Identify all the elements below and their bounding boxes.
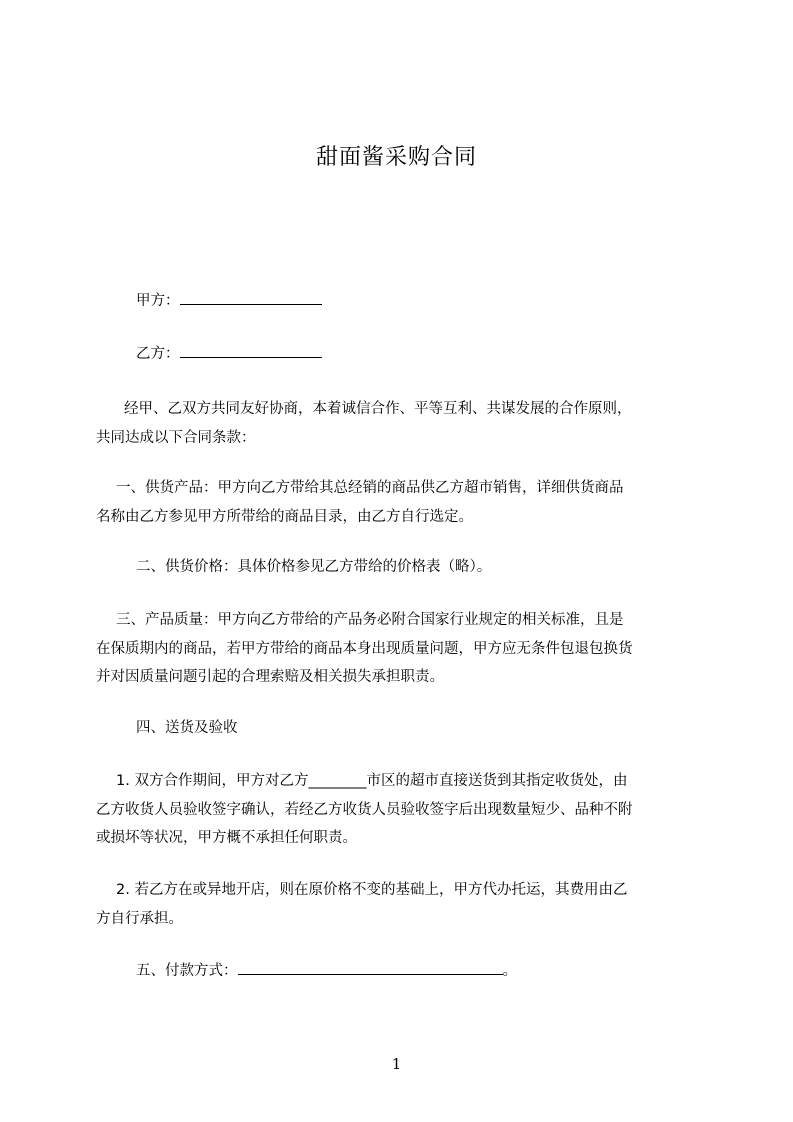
- clause-1-line-2: 名称由乙方参见甲方所带给的商品目录，由乙方自行选定。: [96, 508, 473, 525]
- clause-4-item-1-paragraph: [96, 767, 706, 853]
- party-b-blank: [180, 343, 322, 358]
- clause-4-item-1-line-3: 或损坏等状况，甲方概不承担任何职责。: [96, 830, 357, 846]
- clause-4-item-2-paragraph: [96, 876, 706, 933]
- intro-line-1: 经甲、乙双方共同友好协商，本着诚信合作、平等互利、共谋发展的合作原则，: [124, 401, 632, 417]
- clause-2: 二、供货价格：具体价格参见乙方带给的价格表（略）。: [136, 559, 492, 575]
- payment-method-blank: [238, 960, 503, 975]
- clause-5-line: [136, 960, 517, 981]
- document-title: 甜面酱采购合同: [315, 145, 477, 170]
- party-a-blank: [180, 290, 322, 305]
- clause-4-item-2-line-2: 方自行承担。: [96, 910, 183, 927]
- clause-3-line-2: 在保质期内的商品，若甲方带给的商品本身出现质量问题，甲方应无条件包退包换货: [96, 640, 633, 657]
- clause-3-line-3: 并对因质量问题引起的合理索赔及相关损失承担职责。: [96, 669, 444, 685]
- clause-1-paragraph: [96, 474, 706, 531]
- clause-4-heading: 四、送货及验收: [136, 720, 238, 736]
- clause-5-label: 五、付款方式：: [136, 963, 238, 979]
- party-a-line: [136, 290, 322, 311]
- clause-4-item-1-line-1: 1. 双方合作期间，甲方对乙方________市区的超市直接送货到其指定收货处，由: [116, 773, 628, 789]
- intro-line-2: 共同达成以下合同条款：: [96, 429, 256, 446]
- clause-3-paragraph: [96, 606, 706, 692]
- clause-5-end: 。: [502, 963, 517, 979]
- clause-4-item-1-line-2: 乙方收货人员验收签字确认，若经乙方收货人员验收签字后出现数量短少、品种不附: [96, 801, 633, 818]
- clause-3-line-1: 三、产品质量：甲方向乙方带给的产品务必附合国家行业规定的相关标准，且是: [116, 612, 624, 628]
- page-number: 1: [391, 1055, 402, 1073]
- intro-paragraph: [96, 395, 706, 452]
- party-a-label: 甲方：: [136, 293, 180, 309]
- party-b-line: [136, 343, 322, 364]
- party-b-label: 乙方：: [136, 346, 180, 362]
- clause-1-line-1: 一、供货产品：甲方向乙方带给其总经销的商品供乙方超市销售，详细供货商品: [116, 480, 624, 496]
- clause-4-item-2-line-1: 2. 若乙方在或异地开店，则在原价格不变的基础上，甲方代办托运，其费用由乙: [116, 882, 628, 898]
